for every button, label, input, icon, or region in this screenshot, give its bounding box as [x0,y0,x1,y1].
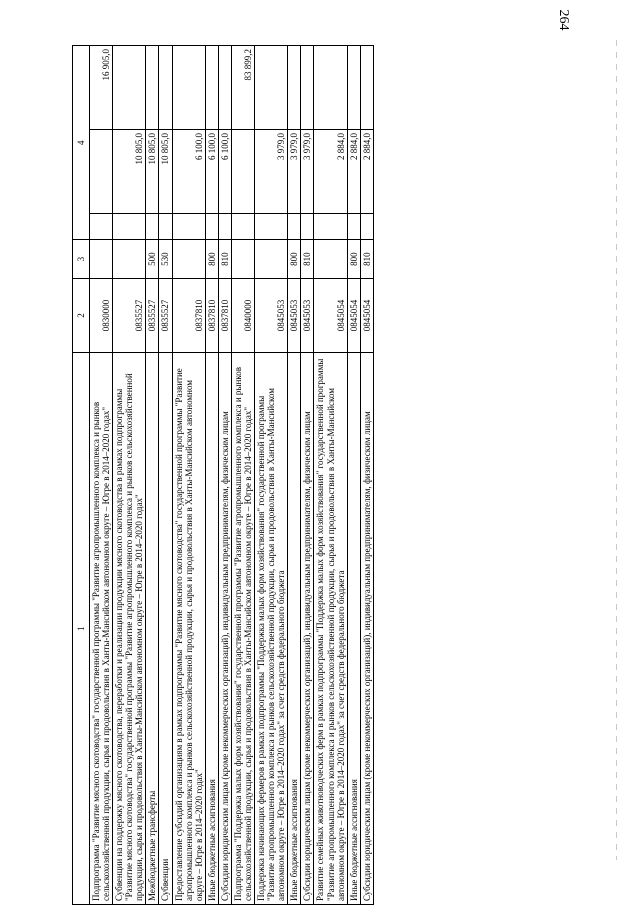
row-amount: 3 979,0 [301,130,314,214]
row-spacer [159,214,172,240]
row-code: 0835527 [159,278,172,352]
row-code: 0837810 [205,278,218,352]
table-row [360,46,373,905]
row-amount: 2 884,0 [347,130,360,214]
row-description: Иные бюджетные ассигнования [288,353,301,905]
row-spacer [146,214,159,240]
row-amount: 2 884,0 [314,130,347,214]
row-amount: 10 805,0 [159,130,172,214]
row-total [347,46,360,130]
rotated-page [72,45,567,905]
row-code: 0837810 [172,278,205,352]
row-amount: 6 100,0 [172,130,205,214]
row-amount: 6 100,0 [218,130,231,214]
table-row [90,46,113,905]
table-row [301,46,314,905]
row-code: 0845053 [255,278,288,352]
table-row [146,46,159,905]
row-spacer [113,214,146,240]
row-code: 0837810 [218,278,231,352]
row-spacer [218,214,231,240]
row-expense-type: 800 [347,240,360,278]
row-total: 16 905,0 [90,46,113,130]
row-description: Подпрограмма "Развитие мясного скотоводства" государственной программы "Развитие агропромышленного комплекса и рынков сельскохозяйственной продукции, сырья и продовольствия в Ханты-Мансийском автономном округе – Югре в 2014–2020 годах" [90,353,113,905]
table-row [314,46,347,905]
row-description: Развитие семейных животноводческих ферм в рамках подпрограммы "Поддержка малых форм хозяйствования" государственной программы "Развитие агропромышленного комплекса и рынков сельскохозяйственной продукции, сырья и продовольствия в Ханты-Мансийском автономном округе – Югре в 2014–2020 годах" за счет средств федерального бюджета [314,353,347,905]
row-total [288,46,301,130]
row-total [146,46,159,130]
page-edge-shadow [616,40,617,860]
row-expense-type [231,240,254,278]
row-expense-type [90,240,113,278]
row-code: 0845054 [347,278,360,352]
row-spacer [360,214,373,240]
row-description: Субсидии юридическим лицам (кроме некоммерческих организаций), индивидуальным предпринимателям, физическим лицам [218,353,231,905]
row-description: Субсидии юридическим лицам (кроме некоммерческих организаций), индивидуальным предпринимателям, физическим лицам [301,353,314,905]
header-col-2: 2 [73,278,90,352]
row-description: Поддержка начинающих фермеров в рамках подпрограммы "Поддержка малых форм хозяйствования" государственной программы "Развитие агропромышленного комплекса и рынков сельскохозяйственной продукции, сырья и продовольствия в Ханты-Мансийском автономном округе – Югре в 2014–2020 годах" за счет средств федерального бюджета [255,353,288,905]
row-description: Межбюджетные трансферты [146,353,159,905]
row-description: Субвенции на поддержку мясного скотоводства, переработки и реализации продукции мясного скотоводства в рамках подпрограммы "Развитие мясного скотоводства" государственной программы "Развитие агропромышленного комплекса и рынков сельскохозяйственной продукции, сырья и продовольствия в Ханты-Мансийском автономном округе – Югре в 2014–2020 годах" [113,353,146,905]
row-expense-type: 800 [288,240,301,278]
table-row [347,46,360,905]
row-amount: 2 884,0 [360,130,373,214]
row-total [172,46,205,130]
row-spacer [314,214,347,240]
table-row [172,46,205,905]
row-code: 0835527 [146,278,159,352]
row-description: Субсидии юридическим лицам (кроме некоммерческих организаций), индивидуальным предпринимателям, физическим лицам [360,353,373,905]
row-description: Субвенции [159,353,172,905]
row-amount [90,130,113,214]
row-expense-type [314,240,347,278]
row-description: Предоставление субсидий организациям в рамках подпрограммы "Развитие мясного скотоводства" государственной программы "Развитие агропромышленного комплекса и рынков сельскохозяйственной продукции, сырья и продовольствия в Ханты-Мансийском автономном округе – Югре в 2014–2020 годах" [172,353,205,905]
row-code: 0830000 [90,278,113,352]
table-row [231,46,254,905]
table-row [218,46,231,905]
row-expense-type: 800 [205,240,218,278]
row-spacer [172,214,205,240]
row-description: Иные бюджетные ассигнования [205,353,218,905]
row-description: Иные бюджетные ассигнования [347,353,360,905]
row-spacer [301,214,314,240]
row-amount: 3 979,0 [288,130,301,214]
row-spacer [205,214,218,240]
header-col-3: 3 [73,240,90,278]
row-code: 0845053 [301,278,314,352]
row-code: 0845054 [314,278,347,352]
header-col-4: 4 [73,46,90,240]
row-expense-type: 500 [146,240,159,278]
row-spacer [231,214,254,240]
header-col-1: 1 [73,353,90,905]
row-total [255,46,288,130]
table-body [90,46,374,905]
row-amount [231,130,254,214]
row-spacer [347,214,360,240]
row-code: 0840000 [231,278,254,352]
table-row [255,46,288,905]
row-spacer [288,214,301,240]
row-amount: 6 100,0 [205,130,218,214]
row-expense-type [113,240,146,278]
row-spacer [255,214,288,240]
table-row [113,46,146,905]
row-amount: 10 805,0 [113,130,146,214]
row-total [218,46,231,130]
header-row [73,46,90,905]
row-total [113,46,146,130]
row-total [314,46,347,130]
row-code: 0845053 [288,278,301,352]
row-amount: 10 805,0 [146,130,159,214]
row-spacer [90,214,113,240]
row-description: Подпрограмма "Поддержка малых форм хозяйствования" государственной программы "Развитие агропромышленного комплекса и рынков сельскохозяйственной продукции, сырья и продовольствия в Ханты-Мансийском автономном округе – Югре в 2014–2020 годах" [231,353,254,905]
row-code: 0845054 [360,278,373,352]
row-total [159,46,172,130]
row-total [360,46,373,130]
table-row [159,46,172,905]
row-expense-type [172,240,205,278]
row-expense-type: 810 [360,240,373,278]
row-total: 83 899,2 [231,46,254,130]
row-code: 0835527 [113,278,146,352]
row-total [205,46,218,130]
table-row [205,46,218,905]
row-expense-type [255,240,288,278]
row-amount: 3 979,0 [255,130,288,214]
row-expense-type: 810 [301,240,314,278]
table-row [288,46,301,905]
row-total [301,46,314,130]
budget-table [72,45,374,905]
row-expense-type: 810 [218,240,231,278]
page-number: 264 [556,9,571,31]
row-expense-type: 530 [159,240,172,278]
